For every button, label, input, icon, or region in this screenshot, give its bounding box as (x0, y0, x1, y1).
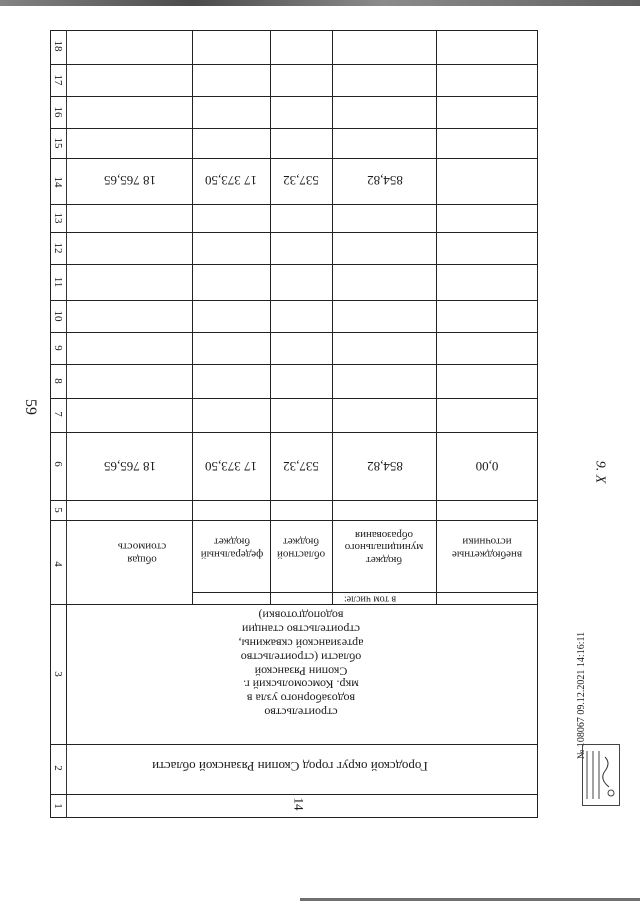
stamp-graphic (583, 745, 619, 805)
col-sep (50, 264, 538, 265)
row-number: 14 (291, 797, 307, 811)
col14-total: 18 765,65 (104, 172, 156, 188)
col-num: 3 (52, 671, 64, 677)
col-sep (50, 794, 538, 795)
col-sep (50, 520, 538, 521)
handwritten-mark: 9. Х (592, 460, 608, 484)
col-sep (50, 96, 538, 97)
col-sep (50, 204, 538, 205)
row-sep (332, 30, 333, 604)
source-extrabudget: внебюджетные источники (451, 535, 523, 561)
col-sep (50, 128, 538, 129)
source-regional: областной бюджет (276, 535, 326, 561)
object-description: строительство водозаборного узла в мкр. Комсомольский г. Скопин Рязанской области (строительство артезианской скважины, строительство станции водоподготовки) (238, 608, 364, 720)
row-sep (270, 30, 271, 604)
col-sep (50, 744, 538, 745)
col6-regional: 537,32 (283, 458, 319, 474)
col-sep (50, 398, 538, 399)
in-that-number-label: в том числе: (343, 593, 397, 605)
col6-federal: 17 373,50 (205, 458, 257, 474)
scan-edge-bottom (300, 898, 640, 901)
scan-edge-top (0, 0, 640, 6)
col-num: 16 (52, 106, 64, 118)
col-num: 1 (52, 803, 64, 809)
col-num: 7 (52, 411, 64, 417)
col-sep (50, 332, 538, 333)
col-num: 11 (52, 276, 64, 288)
document-id-footer: № 108067 09.12.2021 14:16:11 (576, 631, 588, 760)
col-num: 15 (52, 137, 64, 149)
col-num: 13 (52, 212, 64, 224)
page-number: 59 (22, 399, 39, 415)
col-sep (50, 158, 538, 159)
col6-total: 18 765,65 (104, 458, 156, 474)
col14-federal: 17 373,50 (205, 172, 257, 188)
col-num: 18 (52, 40, 64, 52)
col-num: 8 (52, 378, 64, 384)
col14-municipal: 854,82 (367, 172, 403, 188)
col-sep (50, 64, 538, 65)
col-sep (50, 500, 538, 501)
row-sep (436, 30, 437, 604)
col-num: 4 (52, 561, 64, 567)
source-federal: федеральный бюджет (200, 535, 264, 561)
col-sep (50, 432, 538, 433)
source-municipal: бюджет муниципального образования (344, 528, 424, 566)
col3-boundary (66, 604, 67, 744)
col-num: 12 (52, 242, 64, 254)
registration-stamp (582, 744, 620, 806)
col14-regional: 537,32 (283, 172, 319, 188)
col-num: 9 (52, 345, 64, 351)
col-sep (50, 232, 538, 233)
col-num: 17 (52, 74, 64, 86)
col-sep (50, 364, 538, 365)
col-num: 14 (52, 176, 64, 188)
col-sep (50, 604, 538, 605)
col6-municipal: 854,82 (367, 458, 403, 474)
col6-extrabudget: 0,00 (475, 458, 499, 474)
col-num: 6 (52, 461, 64, 467)
col-num: 10 (52, 310, 64, 322)
row-sep (192, 30, 193, 604)
col-num: 2 (52, 765, 64, 771)
col-sep (50, 300, 538, 301)
source-total: общая стоимость (117, 540, 167, 566)
municipality-name: Городской округ город Скопин Рязанской области (152, 758, 428, 774)
col-num: 5 (52, 507, 64, 513)
